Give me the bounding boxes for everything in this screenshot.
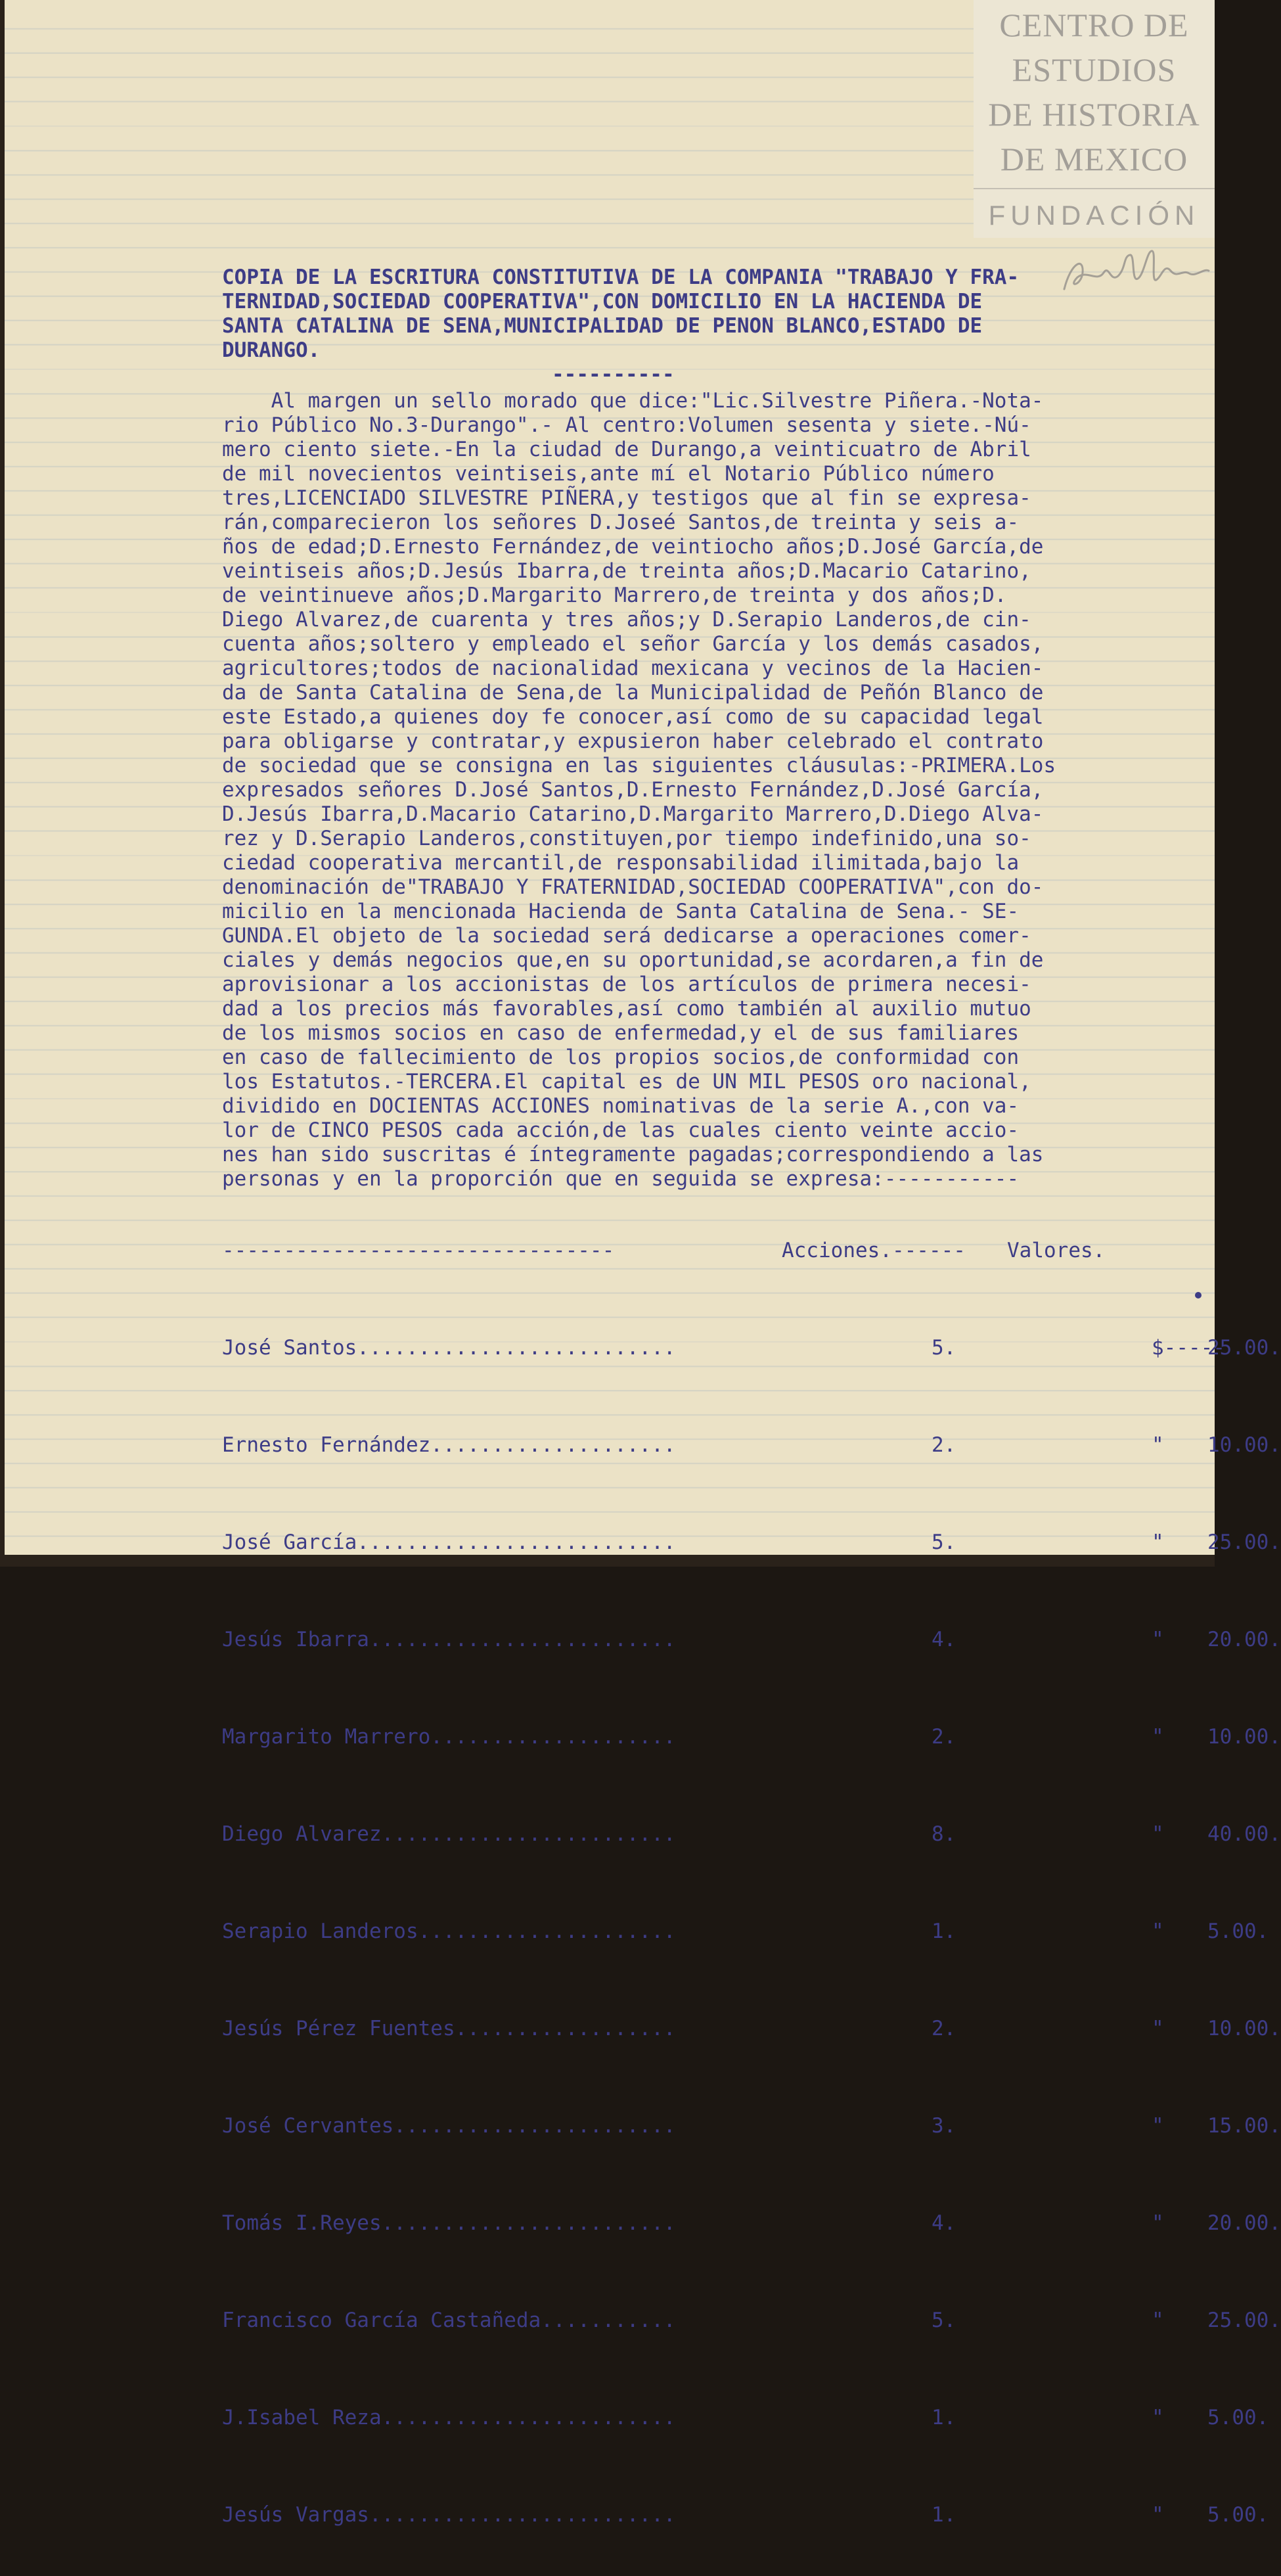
- body-line: denominación de"TRABAJO Y FRATERNIDAD,SOCIEDAD COOPERATIVA",con do-: [222, 875, 1044, 899]
- body-line: de mil novecientos veintiseis,ante mí el Notario Público número: [222, 462, 995, 486]
- shareholder-name: José García..........................: [222, 1530, 676, 1554]
- header-acciones: Acciones.------: [782, 1239, 966, 1262]
- shareholder-name: Ernesto Fernández....................: [222, 1433, 676, 1457]
- shareholder-name: Francisco García Castañeda...........: [222, 2309, 676, 2332]
- table-header: [222, 1239, 1106, 1263]
- shareholder-name: Margarito Marrero....................: [222, 1725, 676, 1749]
- shareholder-name: Diego Alvarez........................: [222, 1822, 676, 1846]
- stamp-line: ESTUDIOS: [1012, 51, 1177, 88]
- table-row: [222, 1725, 1281, 1749]
- body-line: ciedad cooperativa mercantil,de responsabilidad ilimitada,bajo la: [222, 851, 1020, 875]
- title-line: TERNIDAD,SOCIEDAD COOPERATIVA",CON DOMICILIO EN LA HACIENDA DE: [222, 290, 983, 313]
- ditto-mark: ": [1152, 2309, 1164, 2332]
- shareholder-name: José Santos..........................: [222, 1336, 676, 1360]
- body-line: aprovisionar a los accionistas de los artículos de primera necesi-: [222, 973, 1031, 996]
- share-value: 10.00.: [1207, 1725, 1281, 1749]
- share-value: 10.00.: [1207, 2017, 1281, 2040]
- shareholder-name: J.Isabel Reza........................: [222, 2406, 676, 2429]
- shares-count: 5.: [932, 1336, 956, 1360]
- table-row: [222, 2017, 1281, 2041]
- ditto-mark: ": [1152, 1628, 1164, 1651]
- table-row: [222, 2114, 1281, 2138]
- share-value: 20.00.: [1207, 2211, 1281, 2235]
- stamp-divider: [974, 188, 1215, 189]
- body-line: rán,comparecieron los señores D.Joseé Santos,de treinta y seis a-: [222, 511, 1020, 534]
- shareholder-name: José Cervantes.......................: [222, 2114, 676, 2138]
- share-value: 40.00.: [1207, 1822, 1281, 1846]
- scan-edge-left: [0, 0, 5, 1567]
- share-value: 25.00.: [1207, 2309, 1281, 2332]
- table-row: [222, 2503, 1269, 2527]
- ditto-mark: ": [1152, 2211, 1164, 2235]
- shareholder-name: Serapio Landeros.....................: [222, 1920, 676, 1943]
- ditto-mark: ": [1152, 2017, 1164, 2040]
- share-value: 10.00.: [1207, 1433, 1281, 1457]
- share-value: 5.00.: [1207, 2503, 1269, 2527]
- body-line: de sociedad que se consigna en las siguientes cláusulas:-PRIMERA.Los: [222, 754, 1056, 777]
- body-line: micilio en la mencionada Hacienda de Santa Catalina de Sena.- SE-: [222, 900, 1020, 923]
- ditto-mark: ": [1152, 2406, 1164, 2429]
- stamp-foundation: FUNDACIÓN: [988, 200, 1200, 231]
- handwritten-signature: [1058, 237, 1213, 309]
- document-body: [222, 389, 1056, 1191]
- shares-count: 5.: [932, 2309, 956, 2332]
- share-value: 25.00.: [1207, 1530, 1281, 1554]
- body-line: da de Santa Catalina de Sena,de la Municipalidad de Peñón Blanco de: [222, 681, 1044, 704]
- stamp-line: CENTRO DE: [999, 7, 1189, 43]
- ditto-mark: ": [1152, 2114, 1164, 2138]
- archive-stamp: [974, 0, 1215, 238]
- body-line: Diego Alvarez,de cuarenta y tres años;y D.Serapio Landeros,de cin-: [222, 608, 1031, 632]
- document-title: [222, 265, 1019, 363]
- share-value: 25.00.: [1207, 1336, 1281, 1360]
- shares-count: 8.: [932, 1822, 956, 1846]
- body-line: en caso de fallecimiento de los propios socios,de conformidad con: [222, 1046, 1020, 1069]
- body-line: Al margen un sello morado que dice:"Lic.Silvestre Piñera.-Nota-: [222, 389, 1044, 413]
- body-line: nes han sido suscritas é íntegramente pagadas;correspondiendo a las: [222, 1143, 1044, 1166]
- title-separator: ----------: [552, 363, 675, 386]
- ditto-mark: ": [1152, 2503, 1164, 2527]
- stamp-line: DE HISTORIA: [988, 96, 1200, 133]
- shares-count: 1.: [932, 2406, 956, 2429]
- stamp-line: DE MEXICO: [1000, 141, 1188, 177]
- shares-table: [222, 1190, 1281, 2576]
- share-value: 15.00.: [1207, 2114, 1281, 2138]
- body-line: este Estado,a quienes doy fe conocer,así como de su capacidad legal: [222, 705, 1044, 729]
- body-line: de veintinueve años;D.Margarito Marrero,de treinta y dos años;D.: [222, 584, 1007, 607]
- body-line: los Estatutos.-TERCERA.El capital es de UN MIL PESOS oro nacional,: [222, 1070, 1031, 1093]
- body-line: dad a los precios más favorables,así como también al auxilio mutuo: [222, 997, 1031, 1021]
- table-row: [222, 1530, 1281, 1555]
- body-line: de los mismos socios en caso de enfermedad,y el de sus familiares: [222, 1021, 1020, 1045]
- shares-count: 1.: [932, 2503, 956, 2527]
- table-row: [222, 1822, 1281, 1847]
- shares-count: 3.: [932, 2114, 956, 2138]
- table-row: [222, 2211, 1281, 2236]
- shares-count: 2.: [932, 2017, 956, 2040]
- table-row: [222, 1336, 1281, 1360]
- header-valores: Valores.: [1007, 1239, 1106, 1262]
- ditto-mark: ": [1152, 1725, 1164, 1749]
- table-row: [222, 1628, 1281, 1652]
- dollar-prefix: $-----: [1152, 1336, 1225, 1360]
- share-value: 20.00.: [1207, 1628, 1281, 1651]
- body-line: ciales y demás negocios que,en su oportunidad,se acordaren,a fin de: [222, 948, 1044, 972]
- body-line: lor de CINCO PESOS cada acción,de las cuales ciento veinte accio-: [222, 1118, 1020, 1142]
- shareholder-name: Jesús Vargas.........................: [222, 2503, 676, 2527]
- shares-count: 4.: [932, 2211, 956, 2235]
- body-line: D.Jesús Ibarra,D.Macario Catarino,D.Margarito Marrero,D.Diego Alva-: [222, 802, 1044, 826]
- share-value: 5.00.: [1207, 2406, 1269, 2429]
- title-line: COPIA DE LA ESCRITURA CONSTITUTIVA DE LA COMPANIA "TRABAJO Y FRA-: [222, 265, 1020, 289]
- share-value: 5.00.: [1207, 1920, 1269, 1943]
- title-line: SANTA CATALINA DE SENA,MUNICIPALIDAD DE PENON BLANCO,ESTADO DE: [222, 314, 983, 338]
- body-line: mero ciento siete.-En la ciudad de Durango,a veinticuatro de Abril: [222, 438, 1031, 461]
- shares-count: 2.: [932, 1433, 956, 1457]
- body-line: para obligarse y contratar,y expusieron haber celebrado el contrato: [222, 729, 1044, 753]
- body-line: rez y D.Serapio Landeros,constituyen,por tiempo indefinido,una so-: [222, 827, 1031, 850]
- ditto-mark: ": [1152, 1920, 1164, 1943]
- body-line: personas y en la proporción que en seguida se expresa:-----------: [222, 1167, 1020, 1191]
- table-row: [222, 1433, 1281, 1458]
- body-line: tres,LICENCIADO SILVESTRE PIÑERA,y testigos que al fin se expresa-: [222, 486, 1031, 510]
- body-line: GUNDA.El objeto de la sociedad será dedicarse a operaciones comer-: [222, 924, 1031, 948]
- shares-count: 4.: [932, 1628, 956, 1651]
- shareholder-name: Tomás I.Reyes........................: [222, 2211, 676, 2235]
- body-line: veintiseis años;D.Jesús Ibarra,de treinta años;D.Macario Catarino,: [222, 559, 1031, 583]
- shareholder-name: Jesús Ibarra.........................: [222, 1628, 676, 1651]
- header-dashes: --------------------------------: [222, 1239, 615, 1262]
- body-line: dividido en DOCIENTAS ACCIONES nominativas de la serie A.,con va-: [222, 1094, 1020, 1118]
- ditto-mark: ": [1152, 1530, 1164, 1554]
- body-line: expresados señores D.José Santos,D.Ernesto Fernández,D.José García,: [222, 778, 1044, 802]
- body-line: ños de edad;D.Ernesto Fernández,de veintiocho años;D.José García,de: [222, 535, 1044, 559]
- ditto-mark: ": [1152, 1822, 1164, 1846]
- shares-count: 2.: [932, 1725, 956, 1749]
- table-row: [222, 2406, 1269, 2430]
- table-row: [222, 2309, 1281, 2333]
- body-line: agricultores;todos de nacionalidad mexicana y vecinos de la Hacien-: [222, 656, 1044, 680]
- shareholder-name: Jesús Pérez Fuentes..................: [222, 2017, 676, 2040]
- title-line: DURANGO.: [222, 338, 321, 362]
- ditto-mark: ": [1152, 1433, 1164, 1457]
- table-row: [222, 1920, 1269, 1944]
- shares-count: 5.: [932, 1530, 956, 1554]
- body-line: rio Público No.3-Durango".- Al centro:Volumen sesenta y siete.-Nú-: [222, 413, 1031, 437]
- shares-count: 1.: [932, 1920, 956, 1943]
- body-line: cuenta años;soltero y empleado el señor García y los demás casados,: [222, 632, 1044, 656]
- ink-dot: [1195, 1292, 1202, 1299]
